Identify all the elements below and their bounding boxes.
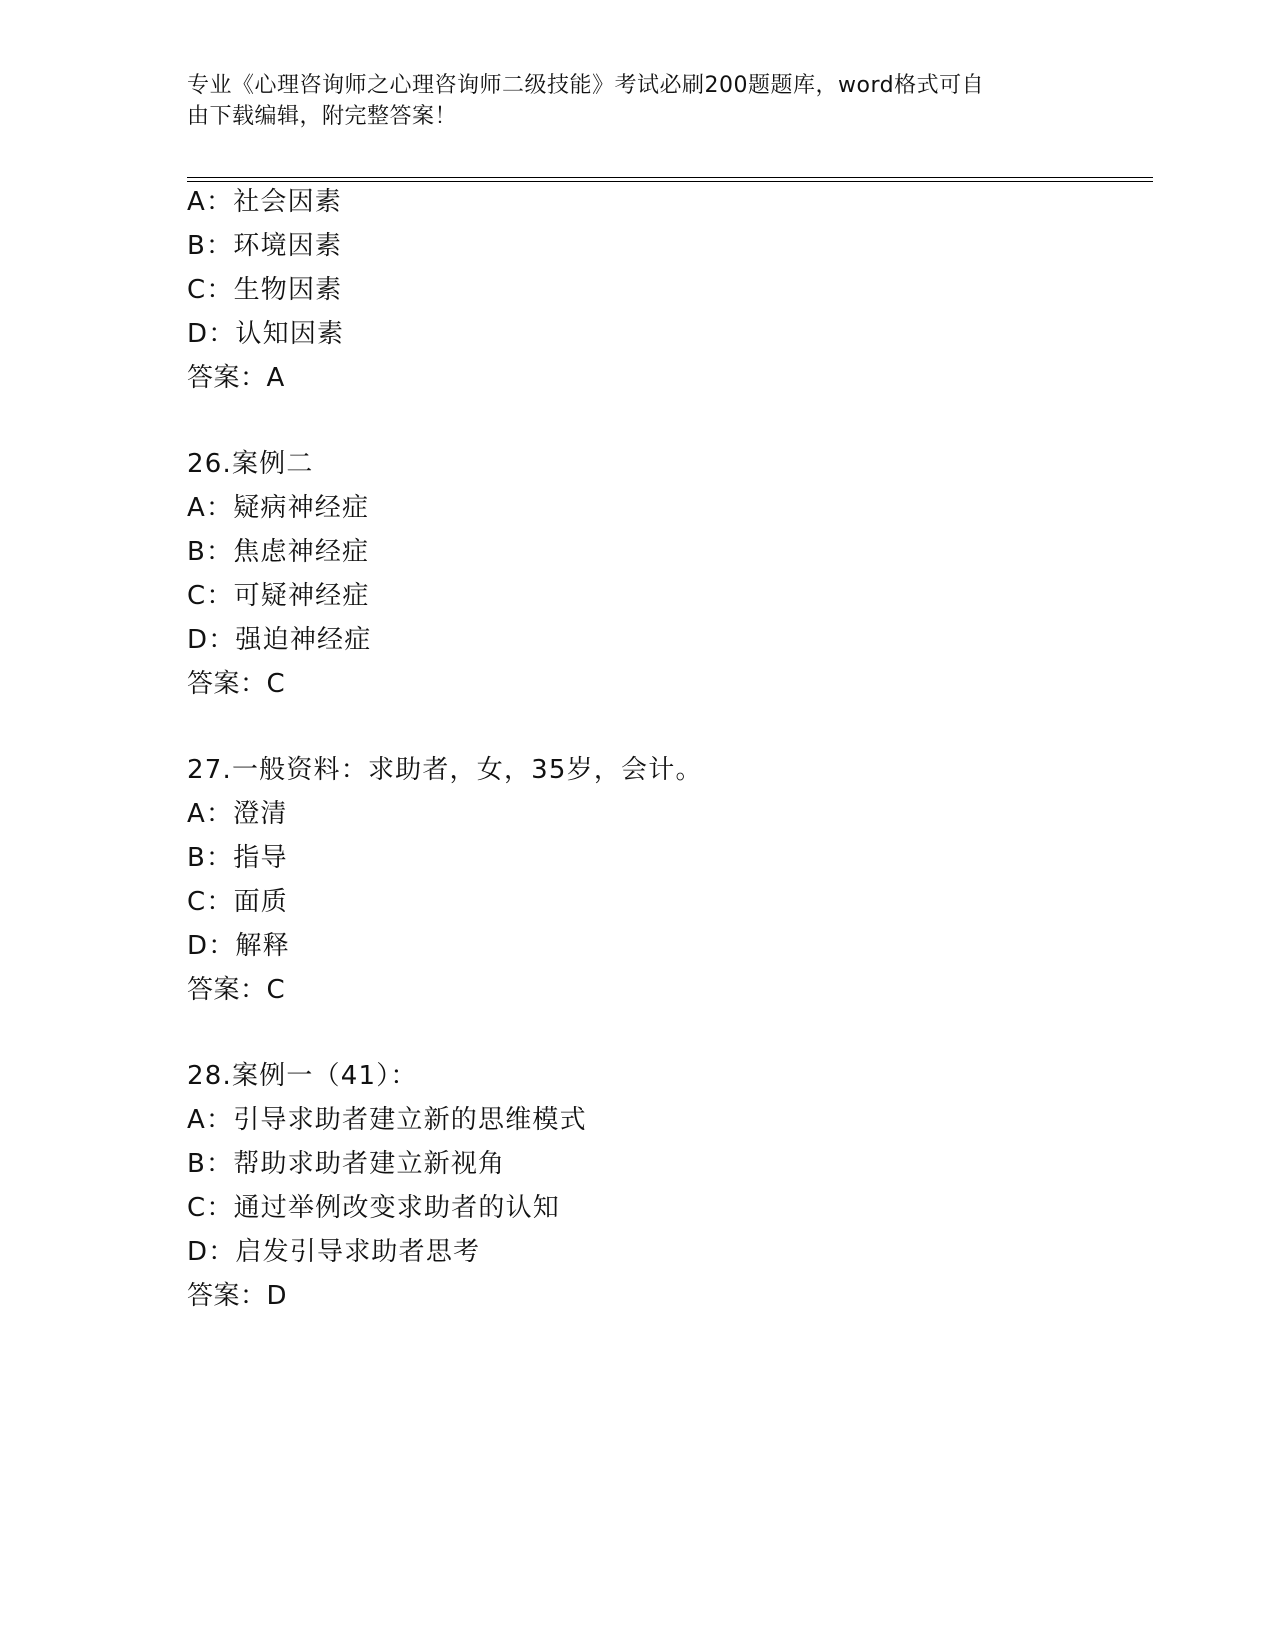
option-a (187, 1104, 587, 1136)
option-text: 引导求助者建立新的思维模式 (233, 1105, 587, 1135)
answer-line: 答案：C (187, 975, 286, 1005)
question-text: 一般资料：求助者，女，35岁，会计。 (231, 755, 703, 785)
option-text: 强迫神经症 (235, 625, 372, 655)
question-stem (187, 754, 703, 786)
option-label: D： (187, 319, 236, 349)
option-label: B： (187, 537, 234, 567)
option-c (187, 886, 288, 918)
option-b (187, 536, 369, 568)
question-text: 案例二 (231, 449, 314, 479)
option-text: 生物因素 (233, 275, 343, 305)
option-label: A： (187, 187, 234, 217)
option-text: 环境因素 (233, 231, 343, 261)
option-b (187, 842, 288, 874)
option-label: A： (187, 799, 234, 829)
option-label: C： (187, 275, 234, 305)
question-number: 27. (187, 755, 232, 785)
option-label: C： (187, 887, 234, 917)
option-label: D： (187, 931, 236, 961)
option-text: 指导 (233, 843, 288, 873)
answer-line: 答案：A (187, 363, 285, 393)
option-d (187, 318, 344, 350)
answer-line: 答案：D (187, 1281, 288, 1311)
header-divider (187, 177, 1153, 182)
question-number: 28. (187, 1061, 232, 1091)
header-line-2: 由下载编辑，附完整答案！ (187, 104, 458, 129)
option-label: D： (187, 625, 236, 655)
option-c (187, 274, 342, 306)
option-label: C： (187, 1193, 234, 1223)
option-b (187, 1148, 505, 1180)
option-text: 启发引导求助者思考 (235, 1237, 481, 1267)
option-text: 解释 (235, 931, 290, 961)
question-number: 26. (187, 449, 232, 479)
option-text: 社会因素 (233, 187, 342, 217)
document-header (187, 70, 1087, 132)
option-c (187, 1192, 560, 1224)
option-label: A： (187, 1105, 234, 1135)
option-label: C： (187, 581, 234, 611)
option-text: 焦虑神经症 (233, 537, 370, 567)
option-label: B： (187, 843, 234, 873)
question-stem (187, 1060, 418, 1092)
option-text: 澄清 (233, 799, 288, 829)
option-a (187, 186, 342, 218)
question-text: 案例一（41）： (231, 1061, 418, 1091)
header-line-1: 专业《心理咨询师之心理咨询师二级技能》考试必刷200题题库，word格式可自 (187, 73, 985, 98)
option-b (187, 230, 342, 262)
option-a (187, 798, 288, 830)
option-text: 帮助求助者建立新视角 (233, 1149, 506, 1179)
option-label: B： (187, 1149, 234, 1179)
option-label: A： (187, 493, 234, 523)
option-text: 认知因素 (235, 319, 345, 349)
option-c (187, 580, 370, 612)
option-text: 疑病神经症 (233, 493, 370, 523)
option-d (187, 624, 371, 656)
option-label: D： (187, 1237, 236, 1267)
option-text: 通过举例改变求助者的认知 (233, 1193, 560, 1223)
option-text: 可疑神经症 (233, 581, 370, 611)
option-a (187, 492, 369, 524)
option-d (187, 1236, 480, 1268)
option-label: B： (187, 231, 234, 261)
option-text: 面质 (233, 887, 288, 917)
question-stem (187, 448, 314, 480)
answer-line: 答案：C (187, 669, 286, 699)
option-d (187, 930, 290, 962)
